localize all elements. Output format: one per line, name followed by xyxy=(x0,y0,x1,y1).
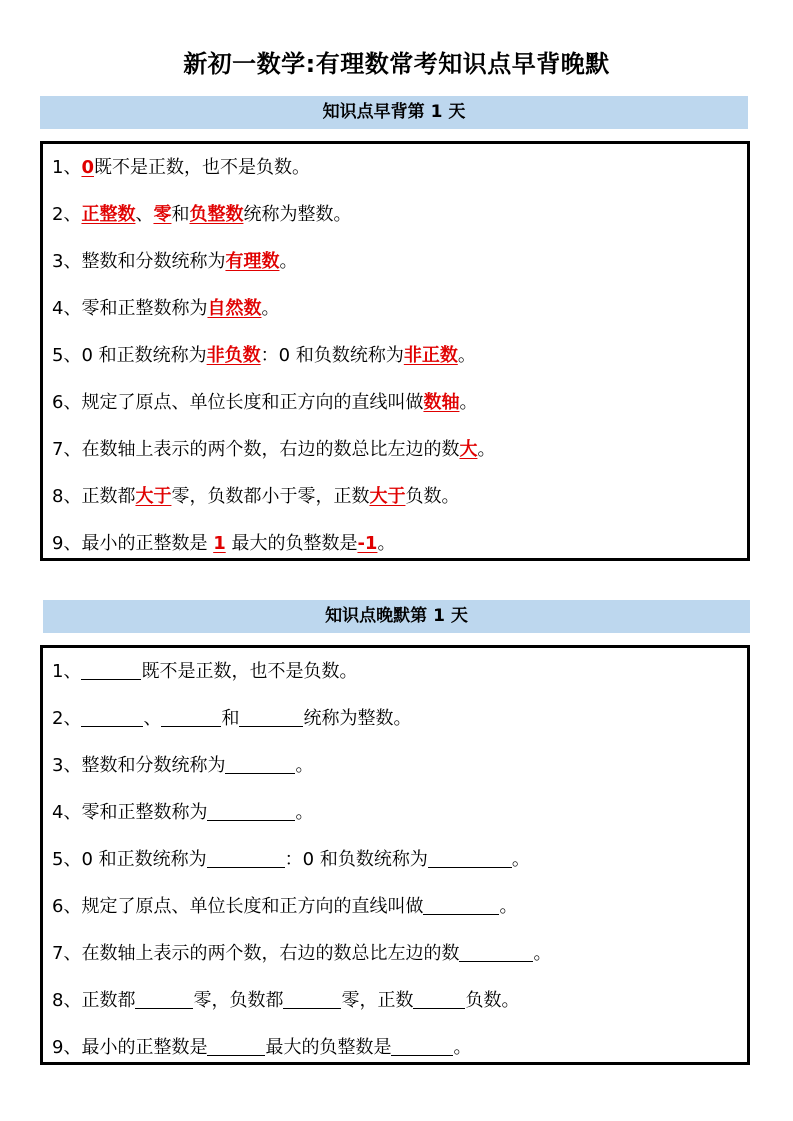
item-text: 2、 xyxy=(52,708,82,729)
evening-item-2 xyxy=(52,695,747,742)
morning-list xyxy=(52,144,747,567)
morning-item-2 xyxy=(52,191,747,238)
answer-text: 非负数 xyxy=(206,345,261,366)
item-text: 零，负数都 xyxy=(193,990,284,1011)
answer-blank xyxy=(161,708,221,727)
item-text: 7、在数轴上表示的两个数，右边的数总比左边的数 xyxy=(52,943,460,964)
item-text: 负数。 xyxy=(465,990,520,1011)
answer-text: 大于 xyxy=(135,486,172,507)
item-text: 和 xyxy=(171,204,190,225)
evening-list xyxy=(52,648,747,1071)
item-text: 最大的负整数是 xyxy=(225,533,358,554)
answer-text: 大 xyxy=(459,439,478,460)
answer-text: 数轴 xyxy=(423,392,460,413)
item-text: 4、零和正整数称为 xyxy=(52,298,208,319)
item-text: 2、 xyxy=(52,204,82,225)
answer-text: 非正数 xyxy=(403,345,458,366)
answer-blank xyxy=(459,943,533,962)
morning-item-1 xyxy=(52,144,747,191)
answer-blank xyxy=(207,849,285,868)
item-text: 8、正数都 xyxy=(52,990,136,1011)
answer-blank xyxy=(423,896,499,915)
item-text: 1、 xyxy=(52,157,82,178)
morning-item-9 xyxy=(52,520,747,567)
answer-blank xyxy=(207,802,295,821)
item-text: 。 xyxy=(457,345,476,366)
evening-item-1 xyxy=(52,648,747,695)
item-text: 零，负数都小于零，正数 xyxy=(171,486,370,507)
morning-item-8 xyxy=(52,473,747,520)
answer-blank xyxy=(81,708,143,727)
item-text: 3、整数和分数统称为 xyxy=(52,755,226,776)
answer-text: 零 xyxy=(153,204,172,225)
page-title: 新初一数学:有理数常考知识点早背晚默 xyxy=(183,50,610,78)
evening-box xyxy=(40,645,750,1065)
item-text: 。 xyxy=(453,1037,472,1058)
morning-item-5 xyxy=(52,332,747,379)
item-text: 7、在数轴上表示的两个数，右边的数总比左边的数 xyxy=(52,439,460,460)
answer-blank xyxy=(81,661,141,680)
item-text: 。 xyxy=(377,533,396,554)
item-text: 、 xyxy=(135,204,154,225)
item-text: 。 xyxy=(533,943,552,964)
item-text: 。 xyxy=(261,298,280,319)
morning-item-6 xyxy=(52,379,747,426)
item-text: ：0 和负数统称为 xyxy=(284,849,428,870)
evening-item-7 xyxy=(52,930,747,977)
item-text: 零，正数 xyxy=(341,990,414,1011)
item-text: 4、零和正整数称为 xyxy=(52,802,208,823)
item-text: ：0 和负数统称为 xyxy=(260,345,404,366)
answer-text: -1 xyxy=(357,533,378,554)
item-text: 。 xyxy=(511,849,530,870)
item-text: 。 xyxy=(279,251,298,272)
item-text: 3、整数和分数统称为 xyxy=(52,251,226,272)
item-text: 。 xyxy=(499,896,518,917)
morning-item-3 xyxy=(52,238,747,285)
morning-header: 知识点早背第 1 天 xyxy=(40,96,748,129)
evening-item-8 xyxy=(52,977,747,1024)
item-text: 5、0 和正数统称为 xyxy=(52,849,207,870)
item-text: 8、正数都 xyxy=(52,486,136,507)
item-text: 最大的负整数是 xyxy=(265,1037,392,1058)
answer-text: 0 xyxy=(81,157,94,178)
item-text: 既不是正数，也不是负数。 xyxy=(93,157,310,178)
answer-text: 负整数 xyxy=(189,204,244,225)
answer-blank xyxy=(207,1037,265,1056)
item-text: 9、最小的正整数是 xyxy=(52,533,214,554)
answer-text: 大于 xyxy=(369,486,406,507)
item-text: 。 xyxy=(295,755,314,776)
morning-box xyxy=(40,141,750,561)
morning-item-7 xyxy=(52,426,747,473)
answer-blank xyxy=(239,708,303,727)
evening-item-3 xyxy=(52,742,747,789)
item-text: 1、 xyxy=(52,661,82,682)
answer-blank xyxy=(225,755,295,774)
item-text: 统称为整数。 xyxy=(303,708,412,729)
evening-item-5 xyxy=(52,836,747,883)
item-text: 负数。 xyxy=(405,486,460,507)
item-text: 6、规定了原点、单位长度和正方向的直线叫做 xyxy=(52,392,424,413)
evening-item-9 xyxy=(52,1024,747,1071)
evening-item-4 xyxy=(52,789,747,836)
item-text: 统称为整数。 xyxy=(243,204,352,225)
item-text: 5、0 和正数统称为 xyxy=(52,345,207,366)
answer-text: 有理数 xyxy=(225,251,280,272)
answer-text: 自然数 xyxy=(207,298,262,319)
answer-blank xyxy=(413,990,465,1009)
answer-blank xyxy=(428,849,512,868)
evening-item-6 xyxy=(52,883,747,930)
item-text: 和 xyxy=(221,708,240,729)
item-text: 、 xyxy=(143,708,162,729)
item-text: 。 xyxy=(477,439,496,460)
answer-blank xyxy=(391,1037,453,1056)
morning-item-4 xyxy=(52,285,747,332)
item-text: 既不是正数，也不是负数。 xyxy=(141,661,358,682)
item-text: 9、最小的正整数是 xyxy=(52,1037,208,1058)
item-text: 6、规定了原点、单位长度和正方向的直线叫做 xyxy=(52,896,424,917)
answer-text: 1 xyxy=(213,533,226,554)
answer-blank xyxy=(135,990,193,1009)
answer-text: 正整数 xyxy=(81,204,136,225)
item-text: 。 xyxy=(295,802,314,823)
answer-blank xyxy=(283,990,341,1009)
item-text: 。 xyxy=(459,392,478,413)
evening-header: 知识点晚默第 1 天 xyxy=(43,600,750,633)
